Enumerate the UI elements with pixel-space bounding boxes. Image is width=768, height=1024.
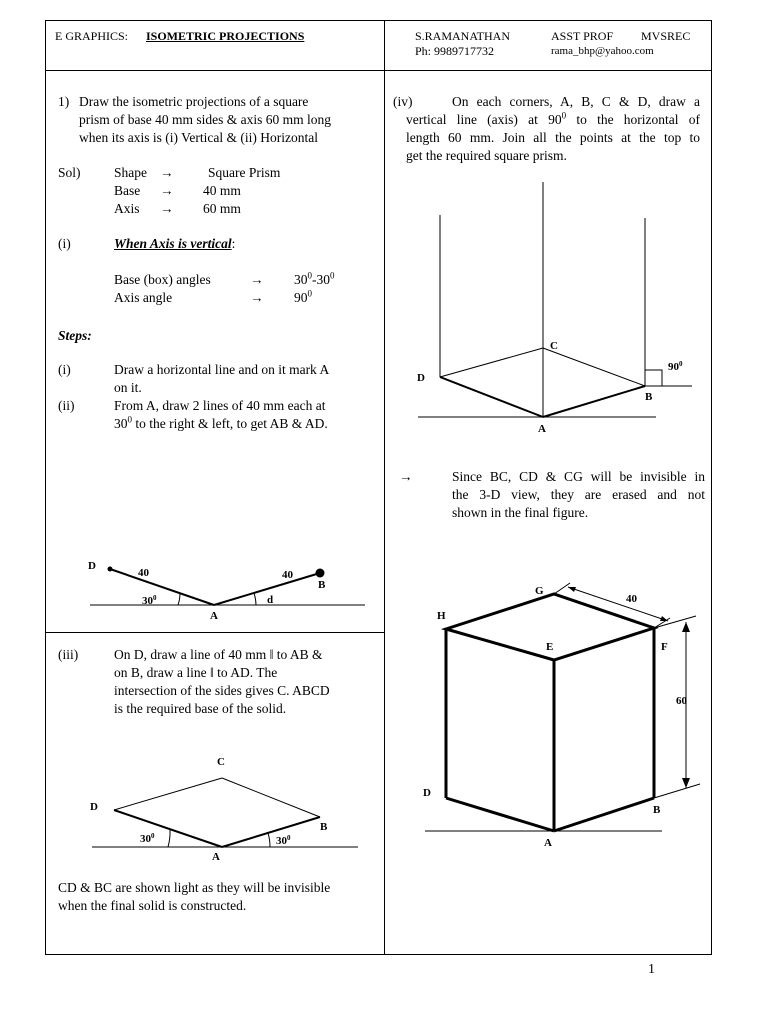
header-divider xyxy=(45,70,712,71)
page-number: 1 xyxy=(648,962,655,977)
label-e: E xyxy=(546,641,554,653)
label-d: D xyxy=(90,801,98,813)
step1-number: (i) xyxy=(58,362,71,377)
step2-line-1: From A, draw 2 lines of 40 mm each at xyxy=(114,398,326,413)
step2-line-2: $30^0$ to the right & left, to get AB & AD. xyxy=(114,414,328,431)
step3-line-1: On D, draw a line of 40 mm ‖ to AB & xyxy=(114,647,323,662)
angles-label: Base (box) angles xyxy=(114,272,211,287)
label-b: B xyxy=(653,804,661,816)
header-course: E GRAPHICS: xyxy=(55,29,129,43)
label-c: C xyxy=(217,756,225,768)
arrow-icon: → xyxy=(160,183,174,198)
note-line-1: Since BC, CD & CG will be invisible in xyxy=(452,469,705,484)
header-email: rama_bhp@yahoo.com xyxy=(551,45,654,57)
note-line-3: shown in the final figure. xyxy=(452,505,589,520)
label-a: A xyxy=(210,610,218,622)
base-value: 40 mm xyxy=(203,183,241,198)
step3-line-4: is the required base of the solid. xyxy=(114,701,287,716)
case-number: (i) xyxy=(58,236,71,251)
step3-line-3: intersection of the sides gives C. ABCD xyxy=(114,683,330,698)
label-height-60: 60 xyxy=(676,695,687,707)
step1-line-2: on it. xyxy=(114,380,142,395)
sol-label: Sol) xyxy=(58,165,81,180)
arrow-icon: → xyxy=(160,165,174,180)
label-b: B xyxy=(645,391,653,403)
label-h: H xyxy=(437,610,446,622)
question-line-2: prism of base 40 mm sides & axis 60 mm long xyxy=(79,112,331,127)
label-a: A xyxy=(212,851,220,863)
label-d: D xyxy=(417,372,425,384)
note-line-1: CD & BC are shown light as they will be invisible xyxy=(58,880,331,895)
step4-line-1: On each corners, A, B, C & D, draw a xyxy=(452,94,700,109)
label-a: A xyxy=(544,837,552,849)
step2-number: (ii) xyxy=(58,398,75,413)
axis-angle-label: Axis angle xyxy=(114,290,173,305)
step4-line-2: vertical line (axis) at $90^0$ to the horizontal of xyxy=(406,110,700,127)
angles-value: $30^0-30^0$ xyxy=(294,270,335,287)
figure-base-lines xyxy=(80,555,370,625)
label-angle-30: $30^0$ xyxy=(142,594,157,607)
header-topic: ISOMETRIC PROJECTIONS xyxy=(146,29,305,43)
arrow-icon: → xyxy=(250,272,264,287)
step1-line-1: Draw a horizontal line and on it mark A xyxy=(114,362,330,377)
question-number: 1) xyxy=(58,94,70,109)
arrow-icon: → xyxy=(160,201,174,216)
label-f: F xyxy=(661,641,668,653)
label-a: A xyxy=(538,423,546,435)
label-b: B xyxy=(320,821,328,833)
figure-square-prism xyxy=(410,578,708,853)
left-section-divider xyxy=(45,632,384,633)
step4-number: (iv) xyxy=(393,94,413,109)
case-title: When Axis is vertical: xyxy=(114,236,236,251)
header-designation: ASST PROF xyxy=(551,29,614,43)
label-b: B xyxy=(318,579,326,591)
figure-vertical-axes xyxy=(400,180,700,440)
note-line-2: when the final solid is constructed. xyxy=(58,898,247,913)
label-d: D xyxy=(88,560,96,572)
base-label: Base xyxy=(114,183,141,198)
label-angle-left: $30^0$ xyxy=(140,832,155,845)
label-width-40: 40 xyxy=(626,593,637,605)
shape-value: Square Prism xyxy=(208,165,281,180)
step4-line-4: get the required square prism. xyxy=(406,148,567,163)
question-line-1: Draw the isometric projections of a square xyxy=(79,94,309,109)
step3-number: (iii) xyxy=(58,647,79,662)
column-divider xyxy=(384,20,385,955)
step3-line-2: on B, draw a line ‖ to AD. The xyxy=(114,665,278,680)
label-40-right: 40 xyxy=(282,569,293,581)
arrow-icon: → xyxy=(399,469,413,484)
label-d: D xyxy=(423,787,431,799)
label-angle-90: $90^0$ xyxy=(668,360,683,373)
axis-label: Axis xyxy=(114,201,140,216)
label-c: C xyxy=(550,340,558,352)
note-line-2: the 3-D view, they are erased and not xyxy=(452,487,705,502)
figure-base-rhombus xyxy=(80,750,370,865)
question-line-3: when its axis is (i) Vertical & (ii) Horizontal xyxy=(79,130,318,145)
shape-label: Shape xyxy=(114,165,147,180)
header-author: S.RAMANATHAN xyxy=(415,29,511,43)
label-40-left: 40 xyxy=(138,567,149,579)
axis-value: 60 mm xyxy=(203,201,241,216)
step4-line-3: length 60 mm. Join all the points at the top to xyxy=(406,130,700,145)
steps-title: Steps: xyxy=(58,328,92,343)
label-g: G xyxy=(535,585,544,597)
label-angle-d: d xyxy=(267,594,274,606)
label-angle-right: $30^0$ xyxy=(276,834,291,847)
header-phone: Ph: 9989717732 xyxy=(415,44,495,58)
arrow-icon: → xyxy=(250,290,264,305)
header-institution: MVSREC xyxy=(641,29,691,43)
axis-angle-value: $90^0$ xyxy=(294,288,312,305)
